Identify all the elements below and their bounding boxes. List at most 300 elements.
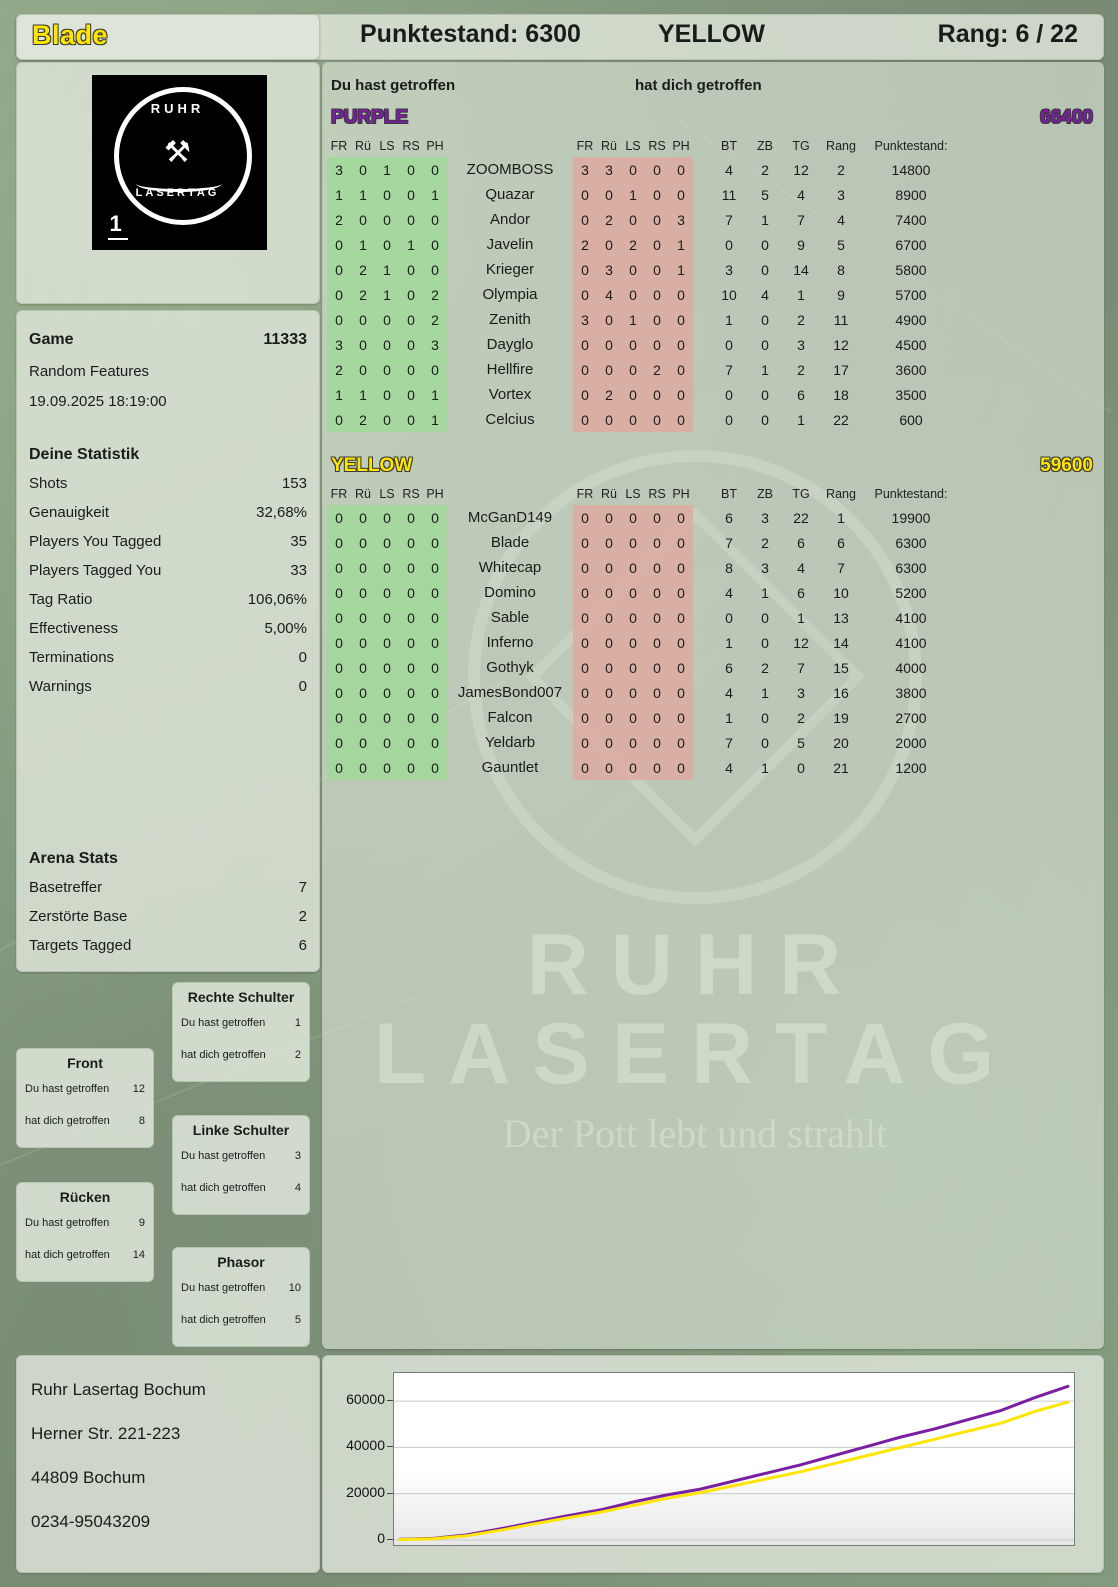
- spacer-cell: [693, 407, 711, 432]
- stat-label: Players You Tagged: [29, 533, 162, 550]
- got-hit-cell: 0: [621, 382, 645, 407]
- hit-cell: 1: [351, 232, 375, 257]
- got-hit-cell: 0: [573, 680, 597, 705]
- player-name-cell: Whitecap: [478, 559, 542, 576]
- points-cell: 14800: [891, 161, 931, 178]
- got-hit-cell: 0: [645, 407, 669, 432]
- spacer-cell: [693, 157, 711, 182]
- chart-y-tick: [387, 1493, 393, 1494]
- rang-cell: 10: [833, 584, 849, 601]
- logo-number: 1: [108, 211, 128, 240]
- got-hit-cell: 0: [597, 680, 621, 705]
- points-cell: 4000: [895, 659, 927, 676]
- tg-cell: 1: [797, 609, 805, 626]
- table-row: [327, 605, 959, 630]
- hit-cell: 0: [423, 157, 447, 182]
- spacer-cell: [693, 755, 711, 780]
- hit-cell: 0: [327, 630, 351, 655]
- got-hit-cell: 0: [669, 555, 693, 580]
- table-row: [327, 357, 959, 382]
- spacer-cell: [693, 730, 711, 755]
- rang-cell: 7: [837, 559, 845, 576]
- table-row: [327, 207, 959, 232]
- game-datetime: 19.09.2025 18:19:00: [29, 393, 167, 410]
- stat-row: [29, 591, 307, 608]
- stat-label: Shots: [29, 475, 68, 492]
- got-hit-cell: 3: [573, 307, 597, 332]
- got-hit-cell: 2: [645, 357, 669, 382]
- spacer-cell: [693, 705, 711, 730]
- hit-cell: 0: [375, 182, 399, 207]
- player-name-cell: Dayglo: [486, 336, 534, 353]
- chart-y-tick-label: 0: [377, 1530, 385, 1546]
- team-score-yellow: 59600: [1040, 455, 1093, 476]
- table-row: [327, 630, 959, 655]
- table-row: [327, 157, 959, 182]
- got-hit-cell: 2: [621, 232, 645, 257]
- stat-value: 5,00%: [264, 620, 307, 637]
- table-row: [327, 555, 959, 580]
- stat-row: [29, 620, 307, 637]
- zb-cell: 3: [761, 509, 769, 526]
- player-name-cell: Yeldarb: [484, 734, 536, 751]
- col-bt: BT: [721, 139, 737, 153]
- hit-cell: 0: [375, 407, 399, 432]
- got-hit-cell: 0: [645, 555, 669, 580]
- got-hit-cell: 0: [645, 307, 669, 332]
- points-cell: 1200: [895, 759, 927, 776]
- hit-cell: 0: [423, 530, 447, 555]
- stat-row: [29, 649, 307, 666]
- team-score-purple: 66400: [1040, 107, 1093, 128]
- body-panel-title: Rücken: [59, 1189, 111, 1205]
- tg-cell: 3: [797, 684, 805, 701]
- col-fr-hit: FR: [330, 487, 348, 501]
- hit-cell: 0: [327, 232, 351, 257]
- rang-cell: 5: [837, 236, 845, 253]
- hit-cell: 0: [375, 505, 399, 530]
- col-rs-hit: RS: [402, 139, 420, 153]
- points-cell: 2000: [895, 734, 927, 751]
- spacer-cell: [693, 530, 711, 555]
- col-player: [447, 135, 573, 157]
- rang-cell: 16: [833, 684, 849, 701]
- col-zb: ZB: [757, 487, 773, 501]
- hit-cell: 0: [351, 157, 375, 182]
- hit-value: 3: [294, 1150, 301, 1162]
- got-hit-cell: 0: [573, 555, 597, 580]
- zb-cell: 0: [761, 261, 769, 278]
- rang-cell: 13: [833, 609, 849, 626]
- col-fr-hit: FR: [330, 139, 348, 153]
- scoreboard-panel: [322, 62, 1104, 1349]
- bt-cell: 0: [725, 609, 733, 626]
- got-hit-cell: 0: [597, 580, 621, 605]
- rang-cell: 9: [837, 286, 845, 303]
- hit-cell: 0: [351, 655, 375, 680]
- points-cell: 6700: [895, 236, 927, 253]
- hit-value: 9: [138, 1217, 145, 1229]
- got-hit-cell: 0: [573, 282, 597, 307]
- got-hit-cell: 0: [597, 332, 621, 357]
- col-tg: TG: [792, 139, 810, 153]
- got-hit-cell: 3: [597, 257, 621, 282]
- hit-cell: 0: [399, 655, 423, 680]
- hit-value: 10: [288, 1282, 301, 1294]
- bt-cell: 6: [725, 509, 733, 526]
- header-rank: Rang: 6 / 22: [937, 20, 1078, 48]
- col-ls-hit: LS: [379, 487, 395, 501]
- hit-cell: 0: [399, 680, 423, 705]
- hit-cell: 0: [399, 407, 423, 432]
- zb-cell: 1: [761, 584, 769, 601]
- body-panel-hit-row: [25, 1217, 145, 1231]
- got-hit-cell: 0: [573, 182, 597, 207]
- got-hit-label: hat dich getroffen: [181, 1314, 266, 1326]
- player-name-cell: Javelin: [486, 236, 534, 253]
- spacer-cell: [693, 630, 711, 655]
- got-hit-cell: 0: [669, 157, 693, 182]
- player-name-cell: Blade: [490, 534, 530, 551]
- hit-cell: 0: [375, 680, 399, 705]
- hit-label: Du hast getroffen: [25, 1083, 110, 1095]
- arena-stat-label: Zerstörte Base: [29, 908, 128, 925]
- hit-cell: 1: [423, 407, 447, 432]
- spacer-cell: [693, 307, 711, 332]
- hit-cell: 2: [351, 282, 375, 307]
- body-panel-back: [16, 1182, 154, 1282]
- got-hit-value: 14: [132, 1249, 145, 1261]
- got-hit-cell: 0: [621, 655, 645, 680]
- rang-cell: 3: [837, 186, 845, 203]
- got-hit-cell: 0: [573, 580, 597, 605]
- hit-cell: 0: [423, 580, 447, 605]
- table-row: [327, 282, 959, 307]
- stat-value: 33: [290, 562, 307, 579]
- points-cell: 4100: [895, 609, 927, 626]
- bt-cell: 10: [721, 286, 737, 303]
- body-panel-gothit-row: [181, 1049, 301, 1063]
- got-hit-label: hat dich getroffen: [25, 1115, 110, 1127]
- hit-cell: 0: [375, 332, 399, 357]
- scoreboard-hit-header: Du hast getroffen: [331, 77, 456, 94]
- header-team: YELLOW: [658, 20, 765, 48]
- hit-cell: 0: [375, 207, 399, 232]
- tg-cell: 4: [797, 186, 805, 203]
- game-label: Game: [29, 331, 74, 348]
- got-hit-cell: 0: [573, 357, 597, 382]
- player-name-cell: Krieger: [485, 261, 535, 278]
- points-cell: 5700: [895, 286, 927, 303]
- hit-cell: 0: [327, 257, 351, 282]
- zb-cell: 5: [761, 186, 769, 203]
- hit-cell: 0: [351, 530, 375, 555]
- hit-value: 1: [294, 1017, 301, 1029]
- hit-cell: 0: [399, 580, 423, 605]
- hit-label: Du hast getroffen: [25, 1217, 110, 1229]
- got-hit-cell: 0: [573, 407, 597, 432]
- stat-label: Warnings: [29, 678, 92, 695]
- hit-cell: 0: [351, 630, 375, 655]
- player-name-cell: JamesBond007: [457, 684, 563, 701]
- zb-cell: 2: [761, 534, 769, 551]
- hit-cell: 0: [399, 357, 423, 382]
- personal-stats-title: Deine Statistik: [29, 446, 140, 463]
- player-name-cell: McGanD149: [467, 509, 553, 526]
- rang-cell: 15: [833, 659, 849, 676]
- hit-cell: 0: [399, 157, 423, 182]
- body-panel-gothit-row: [25, 1249, 145, 1263]
- col-rs-got: RS: [648, 139, 666, 153]
- hit-cell: 0: [399, 382, 423, 407]
- got-hit-cell: 0: [645, 580, 669, 605]
- arena-stats-title: Arena Stats: [29, 850, 118, 867]
- hit-cell: 0: [423, 257, 447, 282]
- got-hit-cell: 0: [597, 505, 621, 530]
- hit-cell: 0: [423, 705, 447, 730]
- table-row: [327, 655, 959, 680]
- got-hit-cell: 0: [669, 605, 693, 630]
- hit-cell: 0: [399, 605, 423, 630]
- spacer-cell: [693, 182, 711, 207]
- table-row: [327, 580, 959, 605]
- got-hit-cell: 0: [645, 257, 669, 282]
- got-hit-cell: 0: [573, 382, 597, 407]
- got-hit-value: 4: [294, 1182, 301, 1194]
- col-ru-got: Rü: [601, 139, 617, 153]
- bt-cell: 4: [725, 759, 733, 776]
- player-name-cell: Domino: [484, 584, 536, 601]
- game-id: 11333: [263, 331, 307, 348]
- stat-value: 0: [298, 678, 307, 695]
- points-cell: 6300: [895, 559, 927, 576]
- points-cell: 5800: [895, 261, 927, 278]
- hit-cell: 0: [399, 332, 423, 357]
- bt-cell: 0: [725, 386, 733, 403]
- chart-y-tick-label: 40000: [346, 1437, 385, 1454]
- score-progress-chart-panel: [322, 1355, 1104, 1573]
- hit-cell: 0: [399, 755, 423, 780]
- bt-cell: 6: [725, 659, 733, 676]
- got-hit-cell: 0: [597, 630, 621, 655]
- points-cell: 3600: [895, 361, 927, 378]
- chart-plot-area: [393, 1372, 1075, 1546]
- hit-label: Du hast getroffen: [181, 1150, 266, 1162]
- hit-cell: 1: [351, 382, 375, 407]
- hit-cell: 1: [375, 157, 399, 182]
- table-row: [327, 182, 959, 207]
- got-hit-cell: 0: [645, 705, 669, 730]
- bt-cell: 11: [721, 186, 737, 203]
- table-row: [327, 705, 959, 730]
- got-hit-cell: 1: [621, 307, 645, 332]
- hit-cell: 0: [399, 555, 423, 580]
- points-cell: 3500: [895, 386, 927, 403]
- hit-cell: 0: [399, 530, 423, 555]
- rang-cell: 22: [833, 411, 849, 428]
- hit-cell: 0: [423, 505, 447, 530]
- body-panel-right-shoulder: [172, 982, 310, 1082]
- logo-top-text: RUHR: [150, 100, 205, 116]
- col-rs-got: RS: [648, 487, 666, 501]
- got-hit-cell: 0: [645, 182, 669, 207]
- got-hit-cell: 0: [597, 555, 621, 580]
- points-cell: 7400: [895, 211, 927, 228]
- got-hit-cell: 0: [597, 232, 621, 257]
- tg-cell: 7: [797, 659, 805, 676]
- got-hit-cell: 0: [669, 730, 693, 755]
- spacer-cell: [693, 505, 711, 530]
- arena-stat-row: [29, 937, 307, 954]
- hit-cell: 3: [327, 332, 351, 357]
- hit-cell: 0: [423, 357, 447, 382]
- zb-cell: 0: [761, 336, 769, 353]
- zb-cell: 0: [761, 311, 769, 328]
- hit-cell: 0: [399, 730, 423, 755]
- stat-value: 0: [298, 649, 307, 666]
- arena-stat-value: 2: [298, 908, 307, 925]
- player-name-cell: Sable: [490, 609, 530, 626]
- hit-cell: 0: [327, 705, 351, 730]
- got-hit-cell: 0: [621, 580, 645, 605]
- hit-cell: 0: [423, 730, 447, 755]
- hit-cell: 0: [399, 207, 423, 232]
- rang-cell: 19: [833, 709, 849, 726]
- col-ph-got: PH: [672, 139, 690, 153]
- got-hit-cell: 0: [621, 605, 645, 630]
- got-hit-cell: 1: [669, 232, 693, 257]
- got-hit-cell: 3: [597, 157, 621, 182]
- bt-cell: 7: [725, 534, 733, 551]
- zb-cell: 0: [761, 734, 769, 751]
- hit-value: 12: [132, 1083, 145, 1095]
- table-row: [327, 232, 959, 257]
- col-rang: Rang: [826, 139, 856, 153]
- tg-cell: 0: [797, 759, 805, 776]
- bt-cell: 3: [725, 261, 733, 278]
- got-hit-cell: 0: [645, 232, 669, 257]
- hit-cell: 0: [399, 505, 423, 530]
- tg-cell: 5: [797, 734, 805, 751]
- zb-cell: 0: [761, 609, 769, 626]
- got-hit-cell: 0: [669, 382, 693, 407]
- scoreboard-gothit-header: hat dich getroffen: [635, 77, 762, 94]
- got-hit-cell: 2: [597, 382, 621, 407]
- ruhr-lasertag-logo: [92, 75, 267, 250]
- tg-cell: 2: [797, 311, 805, 328]
- got-hit-cell: 0: [669, 580, 693, 605]
- hit-label: Du hast getroffen: [181, 1282, 266, 1294]
- zb-cell: 0: [761, 634, 769, 651]
- hit-cell: 1: [375, 282, 399, 307]
- col-ph-got: PH: [672, 487, 690, 501]
- tg-cell: 12: [793, 634, 809, 651]
- tg-cell: 14: [793, 261, 809, 278]
- got-hit-cell: 0: [621, 207, 645, 232]
- got-hit-cell: 0: [669, 332, 693, 357]
- stat-row: [29, 562, 307, 579]
- stat-value: 32,68%: [256, 504, 307, 521]
- got-hit-cell: 0: [597, 407, 621, 432]
- points-cell: 6300: [895, 534, 927, 551]
- hit-cell: 0: [375, 630, 399, 655]
- body-panel-gothit-row: [181, 1182, 301, 1196]
- player-name-cell: Andor: [489, 211, 531, 228]
- hit-cell: 2: [351, 407, 375, 432]
- body-panel-hit-row: [181, 1017, 301, 1031]
- hit-cell: 0: [327, 755, 351, 780]
- hit-cell: 0: [375, 730, 399, 755]
- team-name-yellow: YELLOW: [331, 455, 413, 476]
- col-zb: ZB: [757, 139, 773, 153]
- got-hit-cell: 0: [597, 182, 621, 207]
- got-hit-cell: 0: [621, 157, 645, 182]
- col-bt: BT: [721, 487, 737, 501]
- got-hit-cell: 1: [621, 182, 645, 207]
- got-hit-cell: 2: [573, 232, 597, 257]
- hit-cell: 0: [399, 705, 423, 730]
- logo-bottom-text: LASERTAG: [135, 186, 220, 199]
- hit-cell: 0: [351, 755, 375, 780]
- chart-y-tick-label: 60000: [346, 1391, 385, 1408]
- table-row: [327, 332, 959, 357]
- zb-cell: 1: [761, 361, 769, 378]
- stat-row: [29, 678, 307, 695]
- hit-cell: 0: [327, 505, 351, 530]
- spacer-cell: [693, 580, 711, 605]
- hit-cell: 1: [327, 182, 351, 207]
- spacer-cell: [693, 555, 711, 580]
- header-score: Punktestand: 6300: [360, 20, 581, 48]
- got-hit-cell: 0: [573, 705, 597, 730]
- spacer-cell: [693, 257, 711, 282]
- rang-cell: 14: [833, 634, 849, 651]
- stat-label: Effectiveness: [29, 620, 118, 637]
- stat-row: [29, 504, 307, 521]
- hit-cell: 0: [375, 555, 399, 580]
- got-hit-cell: 0: [597, 307, 621, 332]
- hit-cell: 0: [423, 680, 447, 705]
- tg-cell: 3: [797, 336, 805, 353]
- got-hit-cell: 0: [597, 357, 621, 382]
- col-ls-hit: LS: [379, 139, 395, 153]
- col-ph-hit: PH: [426, 487, 444, 501]
- address-panel: [16, 1355, 320, 1573]
- body-panel-front: [16, 1048, 154, 1148]
- table-row: [327, 680, 959, 705]
- hit-cell: 0: [399, 307, 423, 332]
- tg-cell: 22: [793, 509, 809, 526]
- got-hit-cell: 0: [621, 680, 645, 705]
- got-hit-value: 2: [294, 1049, 301, 1061]
- got-hit-label: hat dich getroffen: [181, 1182, 266, 1194]
- got-hit-cell: 4: [597, 282, 621, 307]
- venue-city: 44809 Bochum: [31, 1468, 146, 1487]
- got-hit-cell: 0: [597, 530, 621, 555]
- chart-y-tick: [387, 1400, 393, 1401]
- got-hit-cell: 2: [597, 207, 621, 232]
- arena-stat-value: 6: [298, 937, 307, 954]
- got-hit-cell: 0: [597, 705, 621, 730]
- body-panel-left-shoulder: [172, 1115, 310, 1215]
- spacer-cell: [693, 357, 711, 382]
- got-hit-cell: 0: [645, 680, 669, 705]
- got-hit-cell: 0: [645, 605, 669, 630]
- hit-cell: 0: [351, 332, 375, 357]
- table-row: [327, 755, 959, 780]
- spacer-cell: [693, 655, 711, 680]
- bt-cell: 7: [725, 211, 733, 228]
